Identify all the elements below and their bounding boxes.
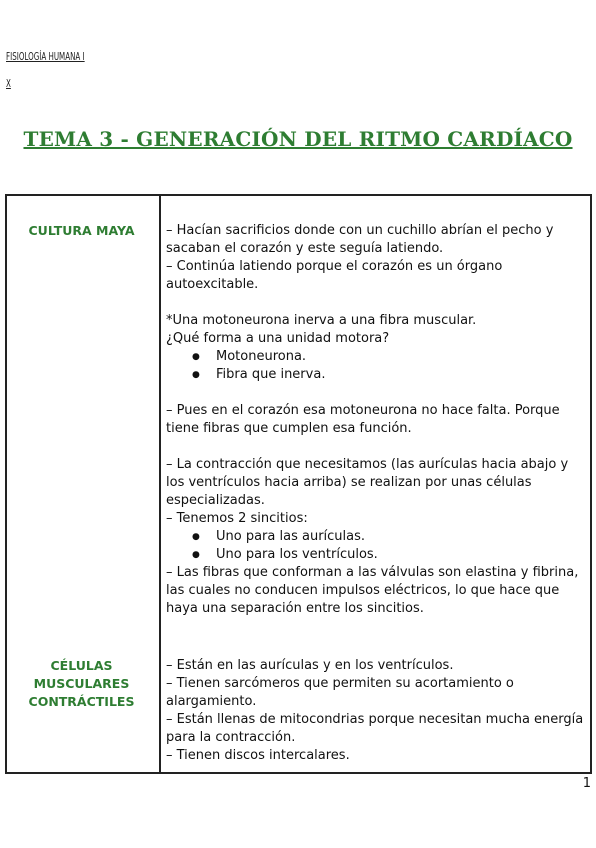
note-line: – Continúa latiendo porque el corazón es un órgano autoexcitable. (166, 259, 503, 292)
section-label-cultura-maya (5, 222, 158, 240)
section-body-celulas-musculares (166, 657, 584, 765)
list-item: ● Fibra que inerva. (216, 366, 584, 384)
list-item: ● Motoneurona. (216, 348, 584, 366)
bullet-list (166, 528, 584, 564)
note-line: – Tenemos 2 sincitios: (166, 511, 308, 526)
page-title: TEMA 3 - GENERACIÓN DEL RITMO CARDÍACO (23, 127, 573, 151)
subject-header: FISIOLOGÍA HUMANA I (6, 50, 85, 63)
section-label-line: CULTURA MAYA (28, 223, 135, 238)
note-line: – Están llenas de mitocondrias porque necesitan mucha energía para la contracción. (166, 712, 584, 745)
section-body-cultura-maya (166, 222, 584, 618)
bullet-list (166, 348, 584, 384)
section-label-line: CÉLULAS (50, 658, 113, 673)
spacer (166, 384, 584, 402)
spacer (166, 438, 584, 456)
note-line: – Tienen discos intercalares. (166, 748, 350, 763)
note-line: – Hacían sacrificios donde con un cuchillo abrían el pecho y sacaban el corazón y este seguía latiendo. (166, 223, 554, 256)
spacer (166, 294, 584, 312)
note-line: – Pues en el corazón esa motoneurona no hace falta. Porque tiene fibras que cumplen esa función. (166, 403, 560, 436)
note-line: – Tienen sarcómeros que permiten su acortamiento o alargamiento. (166, 676, 514, 709)
note-line: – Están en las aurículas y en los ventrículos. (166, 658, 454, 673)
note-line: ¿Qué forma a una unidad motora? (166, 331, 390, 346)
note-line: – Las fibras que conforman a las válvulas son elastina y fibrina, las cuales no conducen impulsos eléctricos, lo que hace que haya una separación entre los sincitios. (166, 565, 579, 616)
subject-mark: X (6, 77, 11, 90)
list-item: ● Uno para los ventrículos. (216, 546, 584, 564)
note-line: *Una motoneurona inerva a una fibra muscular. (166, 313, 477, 328)
page-number: 1 (582, 776, 591, 791)
list-item: ● Uno para las aurículas. (216, 528, 584, 546)
section-label-line: CONTRÁCTILES (28, 694, 135, 709)
note-line: – La contracción que necesitamos (las aurículas hacia abajo y los ventrículos hacia arriba) se realizan por unas células especializadas. (166, 457, 569, 508)
section-label-celulas-musculares (5, 657, 158, 711)
section-label-line: MUSCULARES (33, 676, 130, 691)
